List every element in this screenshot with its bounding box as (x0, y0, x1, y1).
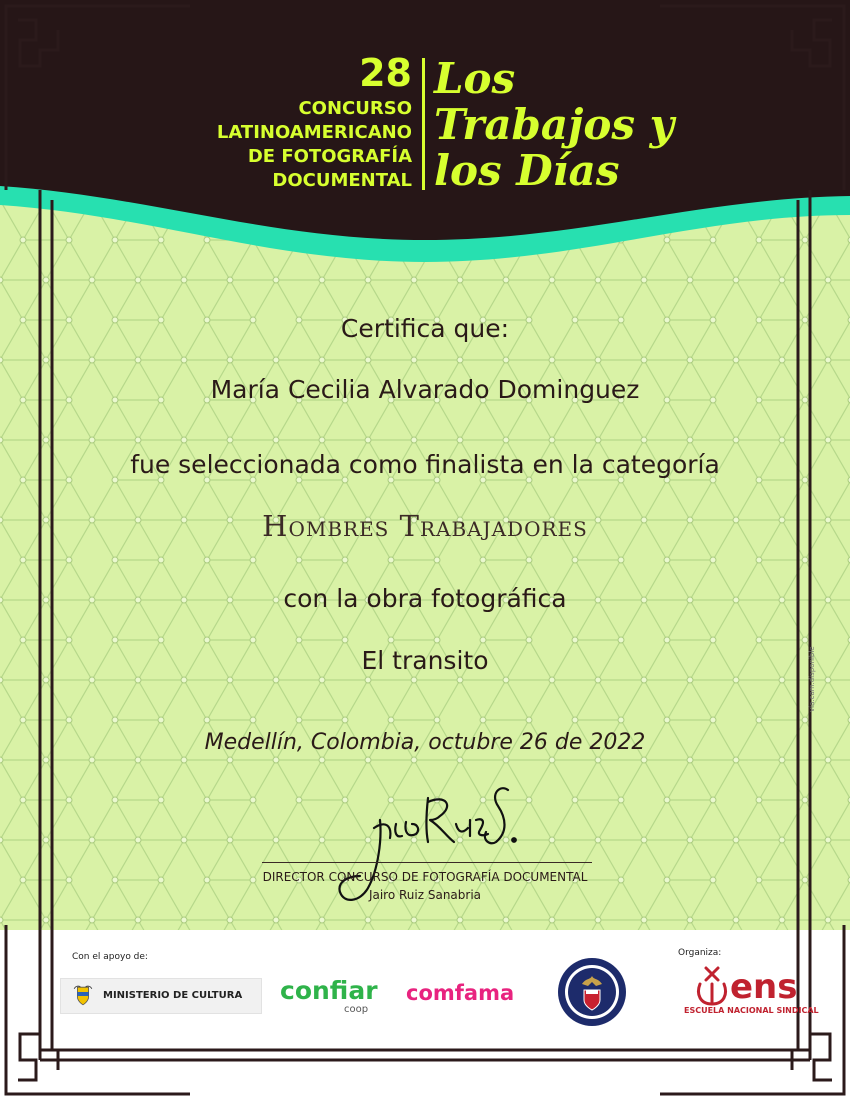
contest-line-2: LATINOAMERICANO (216, 122, 412, 143)
ens-logo (690, 960, 810, 1010)
contest-title-line-1: Los (434, 54, 516, 103)
comfama-logo-text: comfama (406, 981, 515, 1005)
contest-line-3: DE FOTOGRAFÍA (247, 146, 412, 167)
finalist-statement: fue seleccionada como finalista en la categoría (130, 450, 720, 479)
signature-handwriting: Jairo Ruiz S. (330, 780, 336, 781)
contest-title-line-2: Trabajos y (434, 100, 675, 149)
signer-name: Jairo Ruiz Sanabria (368, 888, 482, 902)
header-banner (0, 0, 850, 280)
colombia-coat-of-arms-icon (71, 984, 95, 1008)
edition-number: 28 (359, 51, 412, 95)
header-divider (422, 58, 425, 190)
organizer-label: Organiza: (678, 948, 722, 958)
side-credit-text (804, 616, 818, 716)
contest-line-1: CONCURSO (298, 98, 412, 119)
signer-title: DIRECTOR CONCURSO DE FOTOGRAFÍA DOCUMENTAL (262, 870, 588, 884)
signature-rule (262, 862, 592, 863)
confiar-logo-text: confiar (280, 976, 378, 1005)
place-and-date: Medellín, Colombia, octubre 26 de 2022 (204, 730, 646, 755)
ministerio-label: MINISTERIO DE CULTURA (103, 990, 243, 1001)
recipient-name: María Cecilia Alvarado Dominguez (210, 375, 640, 404)
department-of-labor-seal (556, 956, 628, 1028)
work-title: El transito (361, 646, 489, 675)
certify-intro: Certifica que: (340, 314, 510, 343)
contest-title-line-3: los Días (434, 146, 620, 195)
ens-logo-text: ens (730, 967, 798, 1007)
ens-name-label: ESCUELA NACIONAL SINDICAL (684, 1006, 819, 1015)
category-name: Hombres Trabajadores (262, 509, 588, 543)
work-intro: con la obra fotográfica (283, 584, 567, 613)
side-credit-label: vía.cam.disponible (808, 646, 816, 712)
seal-label: DEPARTMENT OF LABOR · UNITED STATES OF AMERICA (556, 956, 584, 957)
ministerio-cultura-logo (60, 978, 262, 1014)
confiar-coop-label: coop (344, 1004, 369, 1015)
contest-line-4: DOCUMENTAL (272, 170, 412, 191)
support-label: Con el apoyo de: (72, 952, 148, 962)
